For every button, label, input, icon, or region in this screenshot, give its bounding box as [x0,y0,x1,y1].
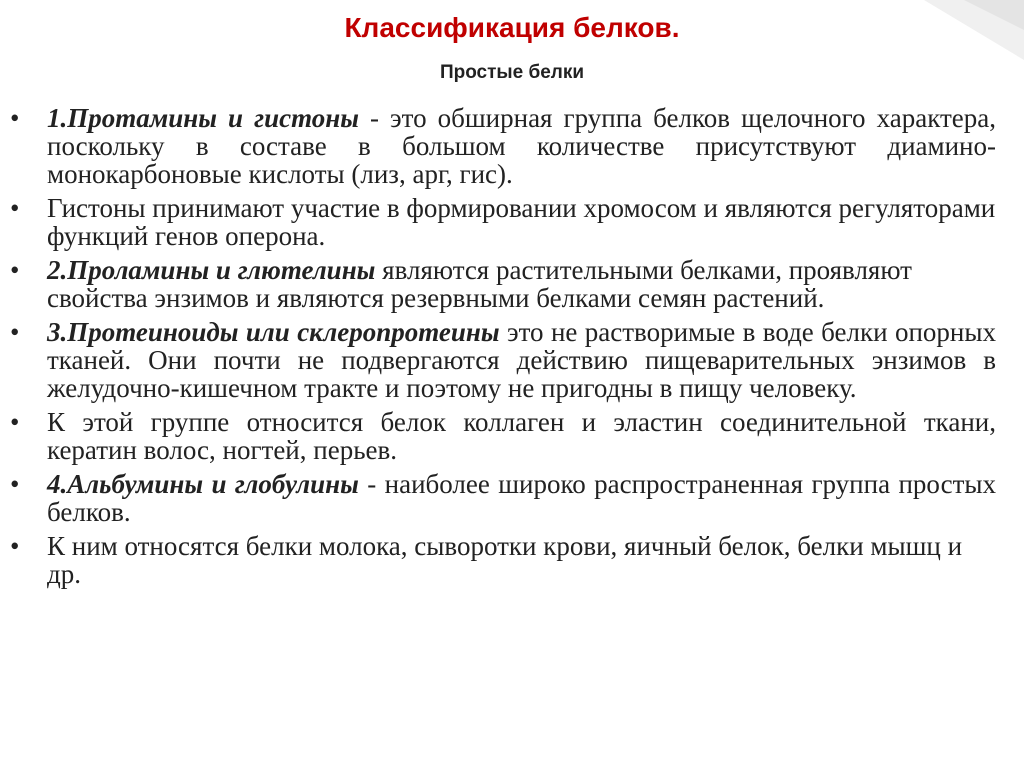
item-text: Гистоны принимают участие в формировании хромосом и являются регуляторами функций генов оперона. [47,193,996,251]
item-text: - наиболее широко распространенная группа простых белков. [47,469,997,527]
bullet-icon: • [10,255,20,285]
bullet-icon: • [10,531,20,561]
bullet-icon: • [10,407,20,437]
bullet-icon: • [10,103,20,133]
list-item [10,470,996,526]
item-text: К этой группе относится белок коллаген и эластин соединительной ткани, кератин волос, ногтей, перьев. [47,407,996,465]
bullet-icon: • [10,317,20,347]
list-item [10,194,996,250]
bullet-list [10,104,996,594]
list-item [10,318,996,402]
slide-title: Классификация белков. [344,12,680,43]
item-text: К ним относятся белки молока, сыворотки крови, яичный белок, белки мышц и др. [47,531,963,589]
item-text: это не растворимые в воде белки опорных тканей. Они почти не подвергаются действию пищеварительных энзимов в желудочно-кишечном тракте и поэтому не пригодны в пищу человеку. [47,317,997,403]
item-term: 3.Протеиноиды или склеропротеины [47,317,500,347]
list-item [10,408,996,464]
list-item [10,256,996,312]
list-item [10,104,996,188]
item-text: являются растительными белками, проявляют свойства энзимов и являются резервными белками семян растений. [47,255,912,313]
item-term: 4.Альбумины и глобулины [47,469,359,499]
list-item [10,532,996,588]
bullet-icon: • [10,193,20,223]
item-term: 2.Проламины и глютелины [47,255,376,285]
item-term: 1.Протамины и гистоны [47,103,359,133]
slide-subtitle: Простые белки [439,62,585,83]
item-text: - это обширная группа белков щелочного характера, поскольку в составе в большом количестве присутствуют диамино-монокарбоновые кислоты (лиз, арг, гис). [47,103,996,189]
bullet-icon: • [10,469,20,499]
